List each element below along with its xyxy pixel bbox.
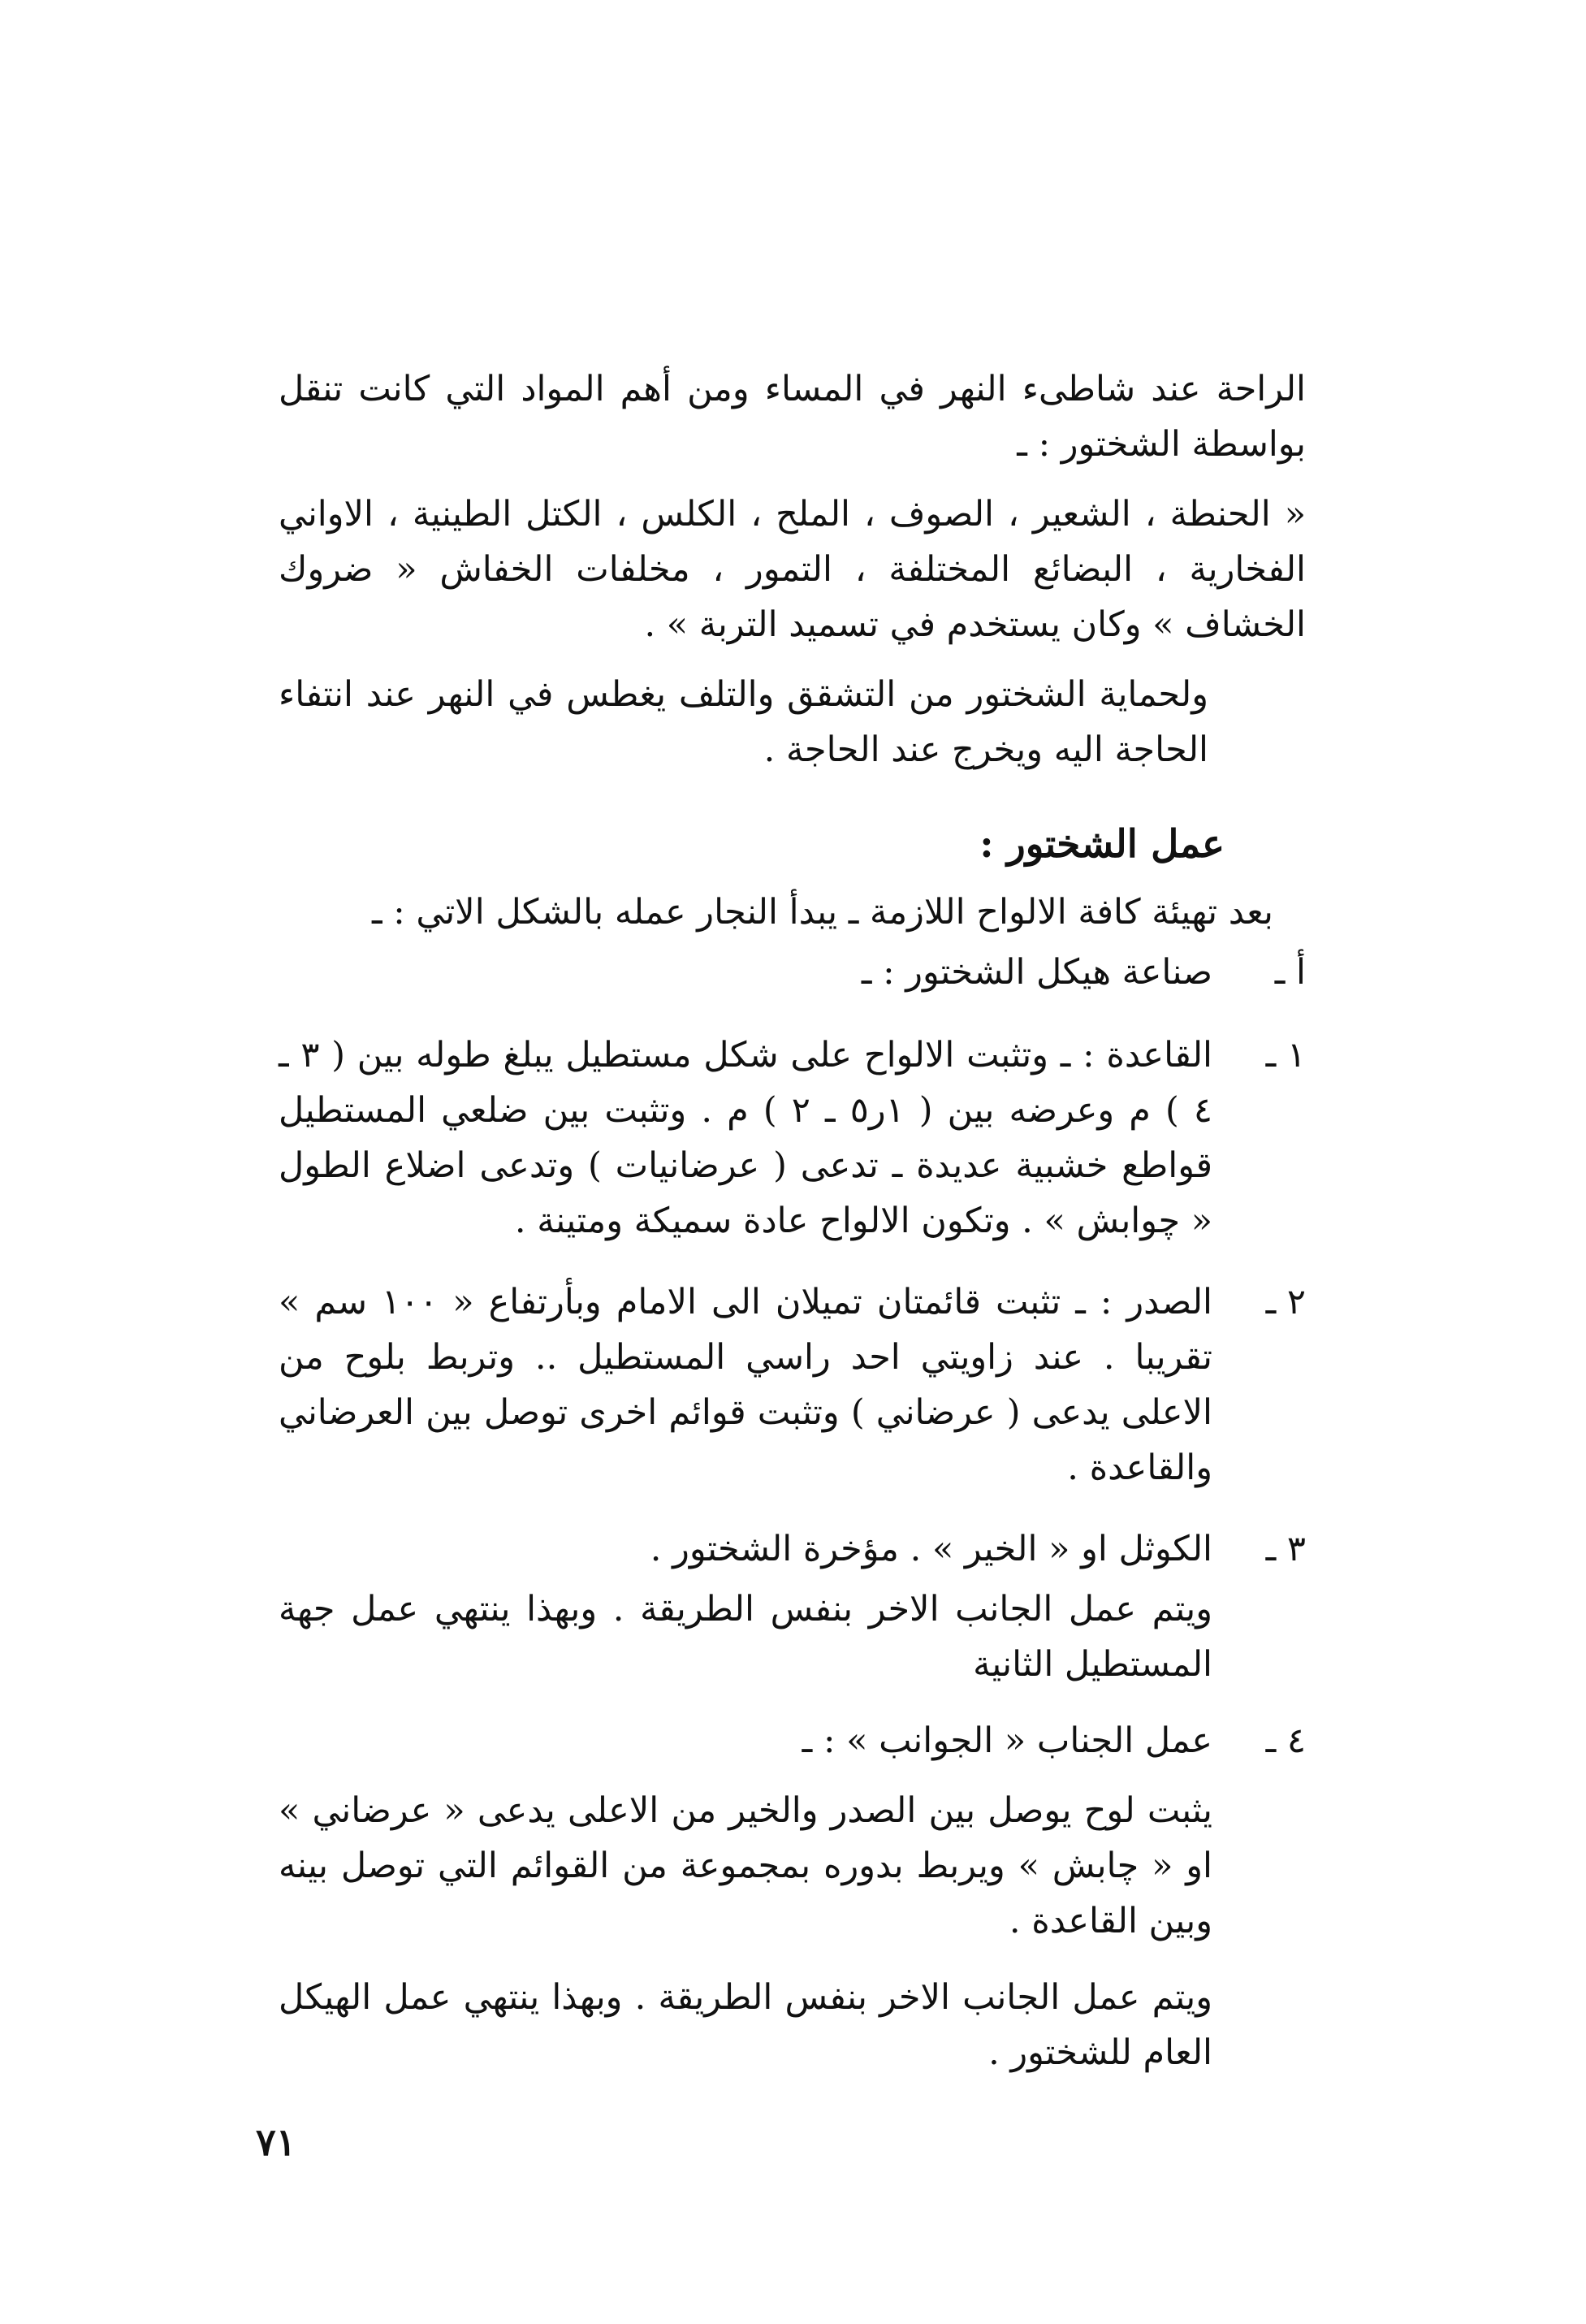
list-item-number: ٣ ـ (1265, 1529, 1306, 1569)
section-heading: عمل الشختور : (979, 822, 1225, 867)
paragraph-sides-description: يثبت لوح يوصل بين الصدر والخير من الاعلى يدعى « عرضاني » او « چابش » ويربط بدوره بمجموعة من القوائم التي توصل بينه وبين القاعدة . (279, 1790, 1212, 1941)
list-item-continuation: ويتم عمل الجانب الاخر بنفس الطريقة . وبهذا ينتهي عمل جهة المستطيل الثانية (279, 1589, 1212, 1685)
list-item-text: عمل الجناب « الجوانب » : ـ (802, 1720, 1212, 1761)
list-item-number: ٤ ـ (1265, 1720, 1306, 1761)
list-item-number: ١ ـ (1265, 1035, 1306, 1075)
list-item (279, 1521, 1306, 1577)
subsection-title: صناعة هيكل الشختور : ـ (861, 952, 1212, 993)
lead-paragraph: بعد تهيئة كافة الالواح اللازمة ـ يبدأ النجار عمله بالشكل الاتي : ـ (371, 892, 1273, 933)
list-item-text: الصدر : ـ تثبت قائمتان تميلان الى الامام وبأرتفاع « ١٠٠ سم » تقريبا . عند زاويتي احد راسي المستطيل .. وتربط بلوح من الاعلى يدعى ( عرضاني ) وتثبت قوائم اخرى توصل بين العرضاني والقاعدة . (279, 1282, 1212, 1488)
paragraph-protection: ولحماية الشختور من التشقق والتلف يغطس في النهر عند انتفاء الحاجة اليه ويخرج عند الحاجة . (279, 674, 1208, 770)
list-item-number: ٢ ـ (1265, 1282, 1306, 1322)
list-item-text: القاعدة : ـ وتثبت الالواح على شكل مستطيل يبلغ طوله بين ( ٣ ـ ٤ ) م وعرضه بين ( ١ر٥ ـ ٢ ) م . وتثبت بين ضلعي المستطيل قواطع خشبية عديدة ـ تدعى ( عرضانيات ) وتدعى اضلاع الطول « چوابش » . وتكون الالواح عادة سميكة ومتينة . (279, 1035, 1212, 1241)
list-item (279, 1275, 1306, 1495)
list-item-text: الكوثل او « الخير » . مؤخرة الشختور . (650, 1529, 1212, 1569)
list-item (279, 1713, 1306, 1768)
paragraph-materials-intro: الراحة عند شاطىء النهر في المساء ومن أهم المواد التي كانت تنقل بواسطة الشختور : ـ (279, 369, 1306, 465)
paragraph-materials-list: « الحنطة ، الشعير ، الصوف ، الملح ، الكلس ، الكتل الطينية ، الاواني الفخارية ، البضائع المختلفة ، التمور ، مخلفات الخفاش « ضروك الخشاف » وكان يستخدم في تسميد التربة » . (279, 494, 1306, 645)
page-number: ٧١ (256, 2120, 296, 2164)
main-text-block (279, 361, 1306, 2101)
list-item (279, 1028, 1306, 1249)
subsection-frame-making (279, 945, 1306, 1000)
subsection-letter: أ ـ (1274, 952, 1306, 993)
paragraph-frame-complete: ويتم عمل الجانب الاخر بنفس الطريقة . وبهذا ينتهي عمل الهيكل العام للشختور . (279, 1977, 1212, 2073)
